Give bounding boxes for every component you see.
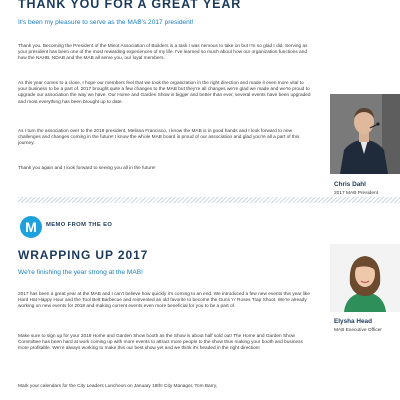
section-title-wrapping-up: WRAPPING UP 2017: [18, 248, 149, 262]
president-name: Chris Dahl: [334, 181, 366, 188]
paragraph-3: As I turn the association over to the 2018 president, Melissa Francisco, I know the MAB is in good hands and I look forward to new challenges and changes coming in the future! I know the whole MAB board is proud of our association and glad you're all a part of this journey.: [18, 129, 300, 147]
section-subhead-president: It's been my pleasure to serve as the MAB's 2017 president!: [18, 19, 194, 26]
executive-officer-name: Elysha Head: [334, 318, 373, 325]
president-photo: [330, 94, 400, 174]
memo-badge-icon: M: [20, 216, 42, 238]
executive-officer-photo-illustration: [330, 244, 400, 312]
section-divider: [18, 197, 400, 203]
executive-officer-photo: [330, 244, 400, 312]
paragraph-1: Thank you. Becoming the President of the Minot Association of Builders is a task I was nervous to take on but I'm so glad I did. Serving as your president has been one of the most rewarding experiences of my life. I've learned so much about how our organization functions and how the NAHB, NDAB and the MAB all serve you, our loyal members.: [18, 44, 308, 62]
paragraph-7: Mark your calendars for the City Leaders Luncheon on January 18th! City Manager, Tom Barry,: [18, 384, 218, 389]
executive-officer-role: MAB Executive Officer: [334, 328, 382, 333]
section-subhead-finishing: We're finishing the year strong at the MAB!: [18, 269, 144, 276]
president-role: 2017 MAB President: [334, 191, 378, 196]
paragraph-2: As this year comes to a close, I hope our members feel that we took the organization in the right direction and made it even more vital to your business to be a part of. 2017 brought quite a few changes to the MAB but they're all changes we're glad we made and we're proud to upgrade our association the way we have. Our Home and Garden Show is bigger and better than ever, several events have been upgraded and most everything has been brought up to date.: [18, 81, 311, 105]
paragraph-6: Make sure to sign up for your 2018 Home and Garden Show booth as the Show is about half sold out! The Home and Garden Show Committee has been hard at work coming up with more events to attract more people to the show thus making your booth and business more profitable. We're always working to make this our best show yet and we think it's headed in the right direction!: [18, 334, 303, 352]
president-photo-illustration: [330, 94, 400, 174]
paragraph-5: 2017 has been a great year at the MAB and I can't believe how quickly it's coming to an end. We introduced a few new events this year like Hard Hat Happy Hour and the Tool Belt Barbecue and reinvented an old favorite to become the Guns 'n' Roses Trap Shoot. We're already working on new events for 2018 and making current events even more beneficial for you to be a part of.: [18, 292, 310, 310]
memo-label: MEMO FROM THE EO: [46, 222, 113, 228]
paragraph-4: Thank you again and I look forward to seeing you all in the future!: [18, 166, 156, 171]
section-title-thank-you: THANK YOU FOR A GREAT YEAR: [18, 0, 242, 11]
